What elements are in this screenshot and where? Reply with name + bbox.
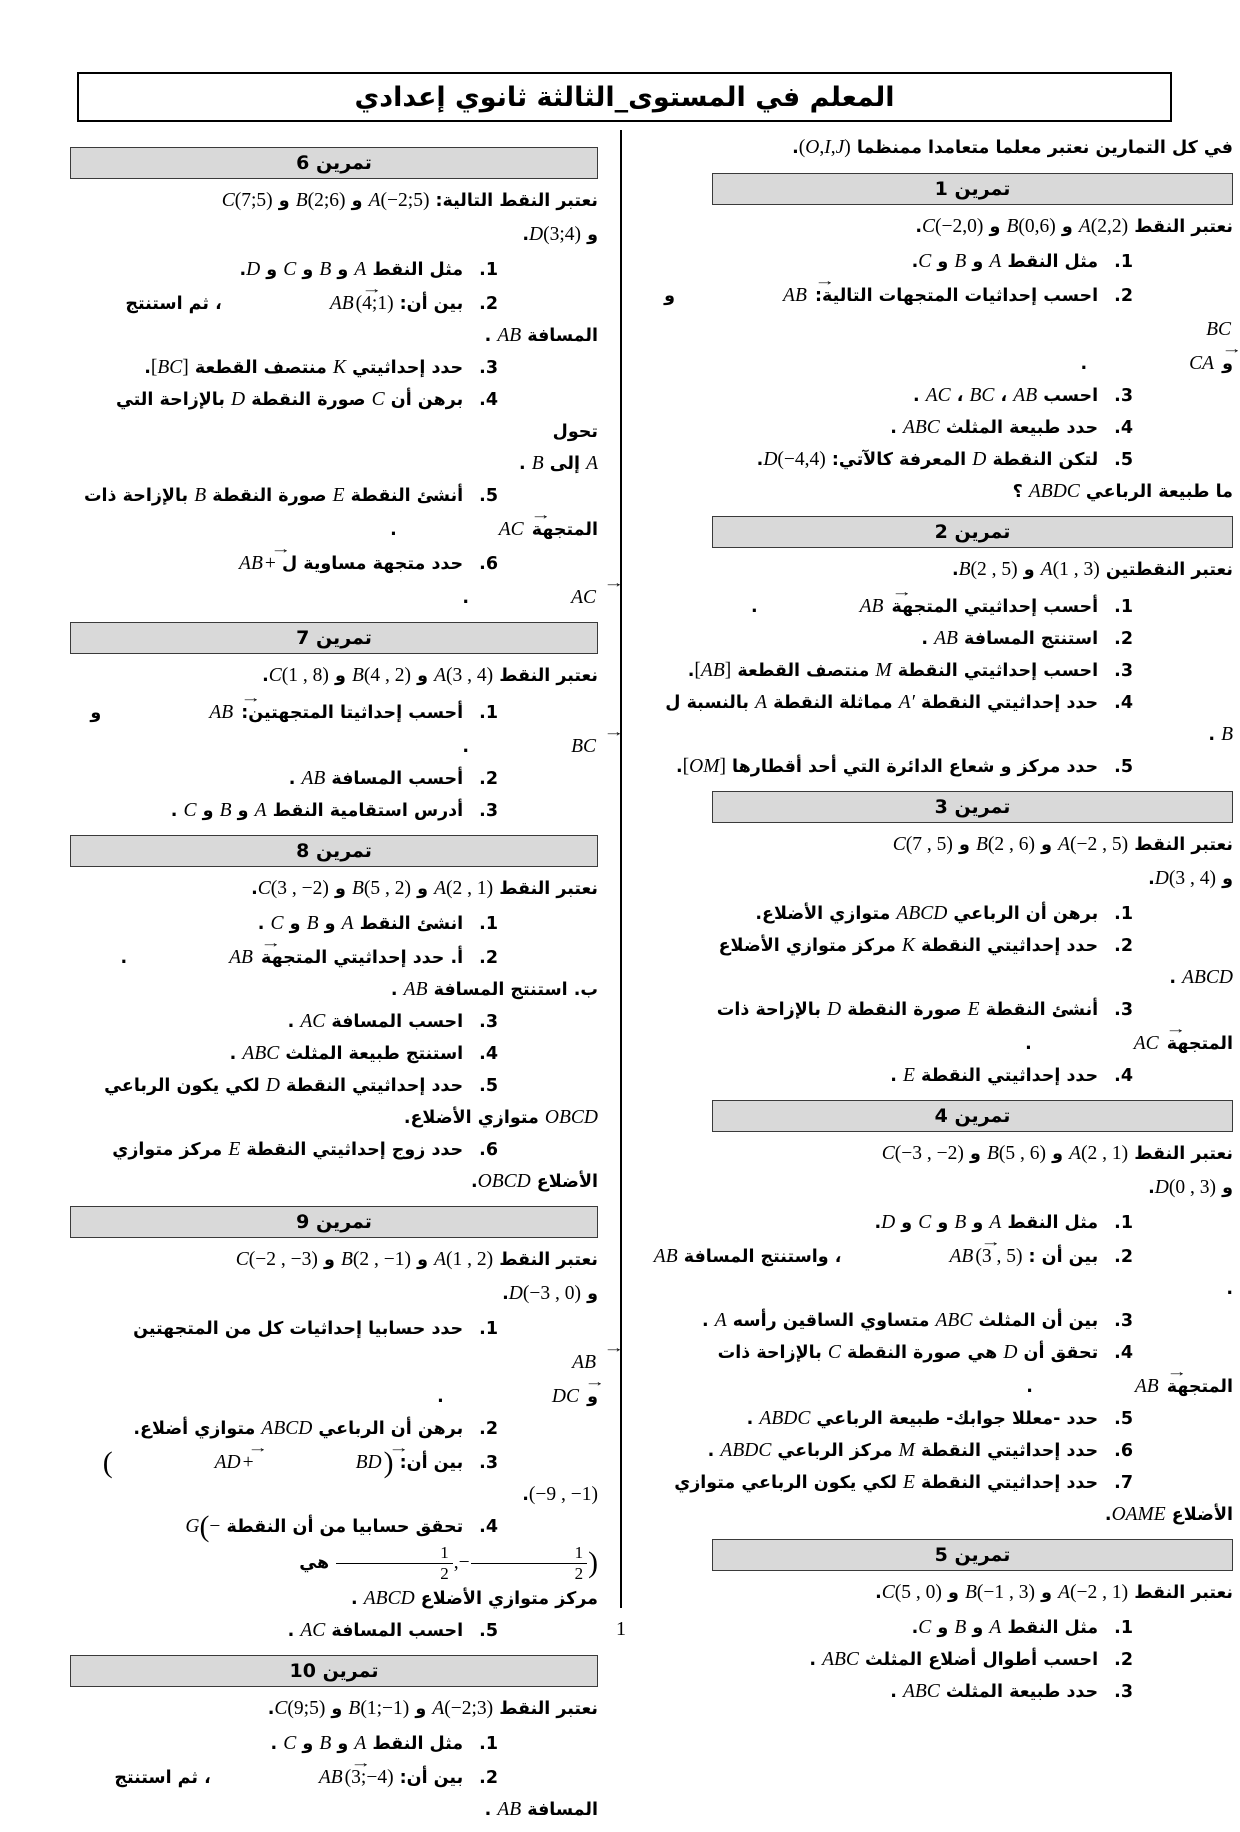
exercise-header [712,516,1233,548]
item-number: 5. [479,1076,498,1096]
math-expression: AB [934,628,958,649]
item-number: 3. [1114,1682,1133,1702]
big-paren: ( [102,1446,113,1480]
exercise-item: 2.احسب أطوال أضلاع المثلث ABC . [809,1649,1133,1670]
math-expression: B [954,1617,967,1638]
exercise-title: تمرين 6 [296,152,372,174]
math-expression: A [989,1212,1002,1233]
exercise-intro: نعتبر النقط A(−2 , 1) و B(−1 , 3) و C(5 , 0). [875,1582,1233,1603]
exercise-item: 1.برهن أن الرباعي ABCD متوازي الأضلاع. [755,903,1133,924]
math-expression: B(−1 , 3) [964,1582,1036,1603]
exercise-item: 5.احسب المسافة AC . [287,1620,498,1642]
math-expression: B [954,251,967,272]
exercise-header [712,1100,1233,1132]
math-expression: D(0 , 3) [1154,1177,1217,1198]
math-expression: B(5 , 2) [351,878,412,899]
exercise-item: 1.مثل النقط A و B و C . [270,1733,498,1755]
exercise-item: 7.حدد إحداثيتي النقطة E لكي يكون الرباعي متوازي الأضلاع OAME. [674,1472,1233,1525]
math-expression: D [972,449,987,470]
item-number: 1. [479,703,498,723]
exercise-item: 5.حدد -معللا جوابك- طبيعة الرباعي ABDC . [746,1408,1133,1429]
fraction-numerator: 1 [336,1543,453,1564]
exercise [70,622,598,827]
exercise-item: 4.حدد إحداثيتي النقطة A′ مماثلة النقطة A بالنسبة ل B . [665,692,1233,745]
exercise-item: 3.أدرس استقامية النقط A و B و C . [170,800,498,821]
item-number: 3. [1114,661,1133,681]
math-expression: A(2,2) [1078,216,1129,237]
math-expression: [BC] [150,357,189,378]
math-expression: ABCD [896,903,948,924]
exercise-item: 3.احسب إحداثيتي النقطة M منتصف القطعة [AB]. [687,660,1133,681]
exercise-item: 6.حدد إحداثيتي النقطة M مركز الرباعي ABDC . [707,1440,1133,1461]
math-expression: D [827,999,842,1020]
math-group [137,554,598,608]
item-number: 5. [479,1621,498,1642]
math-expression: OAME [1111,1504,1166,1525]
exercise-title: تمرين 10 [289,1660,379,1683]
preamble-text: في كل التمارين نعتبر معلما متعامدا ممنظما (O,I,J). [792,137,1233,158]
item-number: 1. [479,260,498,280]
math-expression: B [219,800,232,821]
math-group [848,1247,1023,1267]
exercise-item: 3.حدد إحداثيتي K منتصف القطعة [BC]. [144,357,498,378]
math-expression: C [918,1617,932,1638]
item-number: 1. [1114,252,1133,272]
exercise [647,516,1233,783]
math-expression: A(1 , 3) [1040,559,1100,580]
exercise [70,835,598,1198]
math-expression: B(5 , 6) [986,1143,1047,1164]
item-number: 6. [479,554,498,574]
math-expression: A [254,800,267,821]
math-expression: OBCD [544,1107,598,1128]
item-number: 2. [479,769,498,789]
math-expression: A(2 , 1) [1069,1143,1129,1164]
math-expression: C(−2,0) [922,216,984,237]
math-expression: E [903,1472,915,1493]
item-number: 1. [1114,1618,1133,1638]
math-expression: C(3 , −2) [257,878,329,899]
item-number: 1. [479,1319,498,1339]
exercise-item: 4.حدد إحداثيتي النقطة E . [890,1065,1133,1086]
math-expression: D [231,389,246,410]
math-expression: [OM] [682,756,726,777]
exercise-title: تمرين 5 [934,1544,1011,1566]
exercise-item: 1.أحسب إحداثيتا المتجهتين: → AB و → BC. [70,695,598,763]
exercise-title: تمرين 4 [934,1105,1011,1127]
math-expression: (3 , 5) [975,1246,1023,1267]
math-expression: ABC [242,1043,280,1064]
item-number: 4. [1114,1343,1133,1363]
big-paren: ( [199,1510,210,1544]
column-left [70,139,598,1832]
math-group [102,1446,598,1505]
item-number: 2. [479,1419,498,1439]
math-expression: B [319,1733,332,1755]
exercise-header [70,835,598,867]
item-number: 4. [1114,693,1133,713]
math-expression: A(−2 , 1) [1058,1582,1129,1603]
exercise-item: 4.برهن أن C صورة النقطة D بالإزاحة التي تحول A إلى B . [115,389,598,474]
math-expression: A(−2 , 5) [1058,834,1129,855]
vector-notation: → AB [1033,1369,1161,1397]
math-expression: + [242,1452,254,1473]
exercise-item: 3.بين أن المثلث ABC متساوي الساقين رأسه A . [702,1310,1133,1331]
exercise-item: 5.حدد إحداثيتي النقطة D لكي يكون الرباعي OBCD متوازي الأضلاع. [104,1075,598,1128]
vector-notation: → BC [469,729,598,757]
math-expression: C(9;5) [274,1698,326,1720]
math-expression: B [319,259,332,280]
math-expression: B [531,453,544,474]
math-expression: M [875,660,892,681]
math-expression: D [881,1212,896,1233]
item-number: 2. [479,294,498,314]
exercise [70,147,598,614]
item-number: 6. [1114,1441,1133,1461]
math-expression: C(−3 , −2) [881,1143,964,1164]
math-expression: ABDC [759,1408,811,1429]
exercise-item: 3.حدد طبيعة المثلث ABC . [890,1681,1133,1702]
exercise-title: تمرين 9 [296,1211,372,1233]
exercise [647,1100,1233,1531]
math-expression: C [283,1733,297,1755]
math-expression: G [185,1516,200,1537]
math-expression: + [264,553,276,574]
math-expression: C(1 , 8) [268,665,329,686]
item-number: 2. [1114,286,1133,306]
item-number: 2. [1114,936,1133,956]
math-expression: A [755,692,768,713]
vector-notation: → BC [1104,312,1233,340]
math-expression: ABC [935,1310,973,1331]
math-expression: B(2 , 6) [975,834,1036,855]
exercise-intro: نعتبر النقط A(−2 , 5) و B(2 , 6) و C(7 , 5) و D(3 , 4). [892,834,1233,889]
math-expression: B [954,1212,967,1233]
exercise-item: 4.استنتج طبيعة المثلث ABC . [229,1043,498,1064]
exercise-title: تمرين 8 [296,840,372,862]
math-expression: C [918,251,932,272]
item-number: 3. [1114,1000,1133,1020]
item-number: 3. [1114,386,1133,406]
item-number: 5. [1114,757,1133,777]
math-expression: ABC [902,417,940,438]
math-expression: A′ [898,692,915,713]
exercise-header [70,147,598,179]
exercise-title: تمرين 2 [934,521,1011,543]
math-expression: D [246,259,261,280]
fraction [336,1543,453,1583]
exercise-item: 5.حدد مركز و شعاع الدائرة التي أحد أقطارها [OM]. [675,756,1133,777]
exercise-item: 2.احسب إحداثيات المتجهات التالية: → AB و → BC و → CA. [647,278,1233,380]
exercise-item: 2.برهن أن الرباعي ABCD متوازي أضلاع. [133,1418,498,1439]
math-expression: AB [403,979,428,1000]
math-expression: AB [497,325,522,346]
math-expression: K [332,357,346,378]
math-expression: (3;−4) [344,1767,394,1789]
exercise [647,173,1233,508]
math-expression: ABDC [720,1440,772,1461]
math-expression: B [194,485,207,506]
vector-notation: → AB [137,546,265,574]
math-expression: A [354,1733,367,1755]
math-expression: AB [653,1246,678,1267]
math-expression: [AB] [694,660,732,681]
exercise-item: 3.احسب المسافة AC . [287,1011,498,1032]
exercise-item: 5.أنشئ النقطة E صورة النقطة B بالإزاحة ذات المتجهة → AC. [70,480,598,546]
exercise-item: 2.بين أن: → AB (4;1) ، ثم استنتج المسافة AB . [70,286,598,352]
math-expression: K [901,935,915,956]
math-expression: D(−3 , 0) [508,1283,582,1304]
vector-notation: → BD [254,1445,384,1473]
math-expression: (4;1) [355,293,394,314]
exercise-item: 1.انشئ النقط A و B و C . [257,913,498,934]
math-expression: C [270,913,284,934]
exercise-header [712,1539,1233,1571]
exercise-header [70,1655,598,1687]
exercise-intro: نعتبر النقطتين A(1 , 3) و B(2 , 5). [951,559,1233,580]
exercise-intro: نعتبر النقط التالية: A(−2;5) و B(2;6) و C(7;5) و D(3;4). [221,190,598,245]
exercises-left [70,147,598,1826]
exercise-item: 1.مثل النقط A و B و C. [911,251,1133,272]
math-expression: D(−4,4) [763,449,826,470]
item-number: 3. [479,801,498,821]
math-expression: ABDC [1028,481,1080,502]
math-expression: B(1;−1) [348,1698,410,1720]
exercise-item: 2.أحسب المسافة AB . [288,768,498,789]
item-number: 1. [1114,597,1133,617]
math-expression: D [1003,1342,1018,1363]
math-expression: AC [300,1011,326,1032]
math-expression: A [989,251,1002,272]
vector-notation: → AC [1032,1026,1161,1054]
exercise-intro: نعتبر النقط A(1 , 2) و B(2 , −1) و C(−2 , −3) و D(−3 , 0). [235,1249,598,1304]
item-number: 7. [1114,1473,1133,1493]
item-number: 1. [1114,904,1133,924]
item-number: 2. [479,948,498,968]
vector-notation: → AB [228,286,356,314]
math-expression: AB [301,768,326,789]
math-expression: (O,I,J) [798,137,851,158]
math-expression: OBCD [477,1171,531,1192]
exercise-item: 6.حدد زوج إحداثيتي النقطة E مركز متوازي الأضلاع OBCD. [112,1139,598,1192]
math-expression: D(3;4) [529,224,582,245]
math-expression: C(7 , 5) [892,834,953,855]
vector-notation: → AC [397,512,526,540]
exercise-item: 2.استنتج المسافة AB . [921,628,1133,649]
math-expression: B [1221,724,1233,745]
item-number: 2. [1114,629,1133,649]
fraction [471,1543,588,1583]
math-expression: C(5 , 0) [881,1582,942,1603]
exercise [70,1655,598,1826]
item-number: 2. [1114,1247,1133,1267]
exercise-intro: نعتبر النقط A(2,2) و B(0,6) و C(−2,0). [915,216,1233,237]
item-number: 4. [479,1044,498,1064]
vector-notation: → AB [681,278,809,306]
math-expression: C [918,1212,932,1233]
math-expression: E [967,999,980,1020]
exercise-title: تمرين 3 [934,796,1011,818]
item-number: 3. [479,358,498,378]
vector-notation: → AB [848,1239,976,1267]
item-number: 1. [1114,1213,1133,1233]
math-expression: (−9 , −1) [528,1484,598,1505]
fraction-numerator: 1 [471,1543,588,1564]
item-number: 3. [479,1453,498,1473]
math-expression: D(3 , 4) [1154,868,1217,889]
math-expression: E [332,485,345,506]
exercise-item: 5.لتكن النقطة D المعرفة كالآتي: D(−4,4). ما طبيعة الرباعي ABDC ؟ [756,449,1233,502]
item-number: 3. [479,1012,498,1032]
item-number: 6. [479,1140,498,1160]
item-number: 5. [1114,1409,1133,1429]
document-title: المعلم في المستوى_الثالثة ثانوي إعدادي [354,81,895,113]
math-expression: AC [300,1620,326,1642]
math-expression: D [265,1075,280,1096]
math-expression: B [306,913,319,934]
exercise-item: 3.بين أن: ( → AD + → BD) (−9 , −1). [70,1445,598,1511]
math-expression: C [183,800,197,821]
item-number: 4. [1114,418,1133,438]
fraction-denominator: 2 [574,1563,584,1583]
fraction-denominator: 2 [440,1563,449,1583]
vector-notation: → AC [469,580,598,608]
exercise-item: 1.مثل النقط A و B و C. [911,1617,1133,1638]
math-expression: C [283,259,297,280]
vector-notation: → AD [113,1445,243,1473]
vector-notation: → AB [470,1345,598,1373]
exercise-item: 1.حدد حسابيا إحداثيات كل من المتجهتين → AB و → DC . [70,1313,598,1413]
exercise-item: 6.حدد متجهة مساوية ل → AB +→ AC. [70,546,598,614]
item-number: 4. [479,390,498,410]
math-expression: B(4 , 2) [351,665,412,686]
item-number: 1. [479,914,498,934]
math-expression: BC [969,385,995,406]
column-divider [620,130,622,1608]
vector-notation: → AB [107,695,235,723]
math-expression: ABCD [261,1418,313,1439]
exercise-intro: نعتبر النقط A(2 , 1) و B(5 , 6) و C(−3 , −2) و D(0 , 3). [881,1143,1233,1198]
exercise-item: 2.بين أن : → AB (3 , 5) ، واستنتج المسافة AB . [647,1239,1233,1305]
math-expression: B(2 , 5) [958,559,1018,580]
exercise [647,1539,1233,1708]
exercise-title: تمرين 1 [934,178,1011,200]
big-paren: ) [588,1546,598,1580]
math-expression: C(−2 , −3) [235,1249,318,1270]
item-number: 4. [1114,1066,1133,1086]
math-expression: A(−2;3) [432,1698,494,1720]
exercise-item: 3.احسب AB ، BC ، AC . [913,385,1133,406]
exercise-intro: نعتبر النقط A(−2;3) و B(1;−1) و C(9;5). [267,1698,598,1720]
math-expression: A(1 , 2) [434,1249,494,1270]
math-expression: A [714,1310,727,1331]
exercise-intro: نعتبر النقط A(2 , 1) و B(5 , 2) و C(3 , −2). [251,878,598,899]
math-expression: A [989,1617,1002,1638]
math-expression: E [903,1065,915,1086]
exercise-header [70,622,598,654]
math-expression: AC [925,385,951,406]
exercise-item: 1.مثل النقط A و B و C و D. [874,1212,1133,1233]
math-expression: B(0,6) [1006,216,1056,237]
math-expression: E [228,1139,241,1160]
math-expression: ABCD [1182,967,1233,988]
math-expression: A [354,259,367,280]
exercise-header [70,1206,598,1238]
vector-notation: → DC [450,1379,581,1407]
vector-notation: → AB [127,940,255,968]
math-expression: AB [497,1799,522,1821]
exercise-item: 2.أ. حدد إحداثيتي المتجهة → AB. ب. استنتج المسافة AB . [70,940,598,1006]
math-expression: A(−2;5) [368,190,430,211]
math-expression: C [827,1342,841,1363]
math-expression: B(2 , −1) [340,1249,412,1270]
item-number: 5. [1114,450,1133,470]
math-expression: AB [1013,385,1038,406]
item-number: 3. [1114,1311,1133,1331]
math-expression: B(2;6) [295,190,346,211]
exercise-header [712,791,1233,823]
page-number: 1 [616,1618,626,1640]
math-group [185,1510,598,1583]
math-expression: C(7;5) [221,190,273,211]
exercises-right [647,173,1233,1708]
exercise-item: 4.تحقق أن D هي صورة النقطة C بالإزاحة ذات المتجهة → AB. [647,1337,1233,1403]
item-number: 2. [1114,1650,1133,1670]
math-expression: M [898,1440,915,1461]
math-expression: − [209,1516,221,1537]
math-expression: A(3 , 4) [434,665,494,686]
math-expression: A [341,913,354,934]
item-number: 4. [479,1517,498,1537]
exercise [70,1206,598,1647]
column-right [647,131,1233,1714]
math-expression: ABCD [363,1588,415,1610]
exercise-item: 1.مثل النقط A و B و C و D. [239,259,498,280]
exercise-title: تمرين 7 [296,627,372,649]
vector-notation: → CA [1087,346,1216,374]
exercise-item: 4.حدد طبيعة المثلث ABC . [890,417,1133,438]
exercise-item: 2.بين أن: → AB (3;−4) ، ثم استنتج المسافة AB . [70,1760,598,1826]
math-expression: ABC [822,1649,859,1670]
math-expression: C [371,389,385,410]
exercise-item: 2.حدد إحداثيتي النقطة K مركز متوازي الأضلاع ABCD . [718,935,1233,988]
exercise-header [712,173,1233,205]
exercise-item: 4.تحقق حسابيا من أن النقطة G(− $\frac{1}{2}$ ,− $\frac{1}{2}$ ) هي مركز متوازي الأضلاع ABCD . [185,1510,598,1610]
item-number: 2. [479,1768,498,1789]
item-number: 1. [479,1734,498,1755]
document-title-box [77,72,1172,122]
math-expression: A(2 , 1) [434,878,494,899]
math-group [217,1768,394,1788]
math-expression: ABC [902,1681,940,1702]
math-group [228,294,394,314]
vector-notation: → AB [758,589,886,617]
big-paren: ) [383,1446,394,1480]
math-expression: A [586,453,598,474]
exercise-item: 1.أحسب إحداثيتي المتجهة → AB. [647,589,1233,623]
math-expression: ,− [453,1552,470,1574]
exercise [647,791,1233,1092]
item-number: 5. [479,486,498,506]
exercise-item: 3.أنشئ النقطة E صورة النقطة D بالإزاحة ذات المتجهة → AC. [647,994,1233,1060]
vector-notation: → AB [217,1760,345,1788]
exercise-intro: نعتبر النقط A(3 , 4) و B(4 , 2) و C(1 , 8). [262,665,598,686]
